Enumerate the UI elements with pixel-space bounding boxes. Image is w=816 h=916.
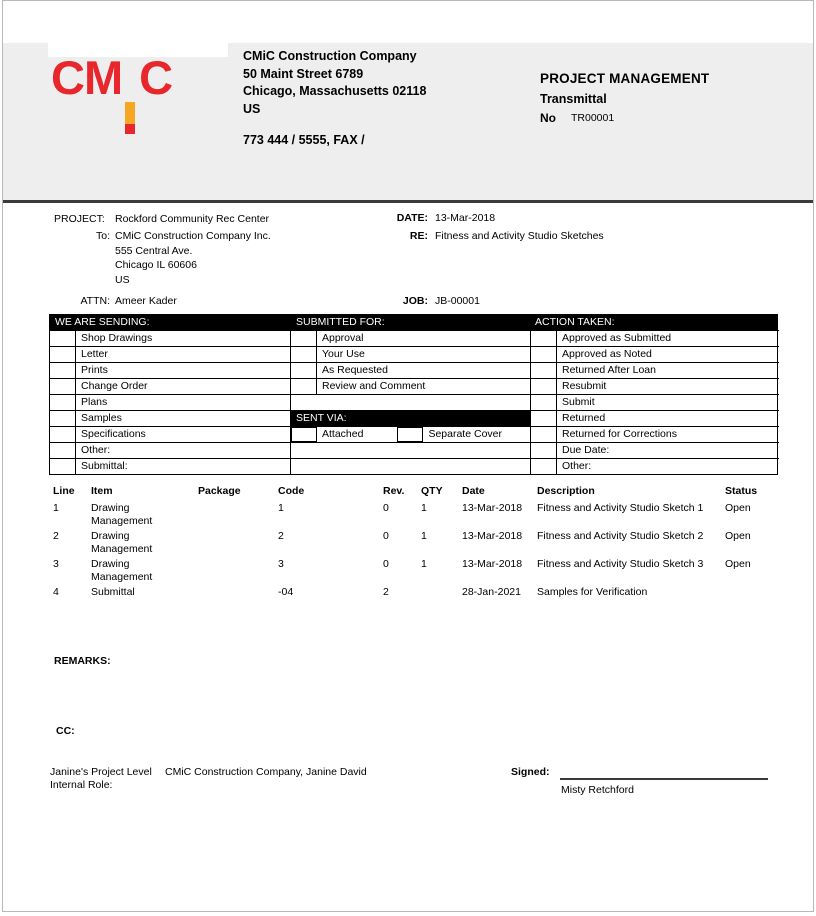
checkbox-approved-as-noted[interactable]: [531, 347, 557, 362]
attn-value: Ameer Kader: [115, 295, 177, 307]
action-row: [531, 378, 779, 394]
sending-row: [50, 410, 290, 426]
sending-row: [50, 378, 290, 394]
checkbox-letter[interactable]: [50, 347, 76, 362]
col-header-rev: Rev.: [383, 485, 405, 497]
date-label: DATE:: [396, 212, 428, 224]
cell-line: 1: [53, 502, 59, 514]
col-header-line: Line: [53, 485, 75, 497]
company-street: 50 Maint Street 6789: [243, 66, 364, 81]
checkbox-change-order[interactable]: [50, 379, 76, 394]
sending-row: [50, 426, 290, 442]
cell-qty: 1: [421, 530, 427, 542]
sent-via-options-row: [291, 426, 530, 442]
cell-description: Fitness and Activity Studio Sketch 3: [537, 558, 704, 570]
grid-body-row: [50, 378, 777, 394]
remarks-label: REMARKS:: [54, 655, 111, 667]
col-header-date: Date: [462, 485, 485, 497]
action-row: [531, 458, 779, 474]
project-value: Rockford Community Rec Center: [115, 213, 270, 225]
cc-label: CC:: [56, 725, 75, 737]
submitted-label: Review and Comment: [322, 380, 426, 392]
checkbox-due-date[interactable]: [531, 443, 557, 458]
sent-via-separate-label: Separate Cover: [428, 428, 502, 440]
checkbox-prints[interactable]: [50, 363, 76, 378]
sending-label: Prints: [81, 364, 108, 376]
action-label: Resubmit: [562, 380, 607, 392]
action-label: Other:: [562, 460, 592, 472]
internal-role-label: Janine's Project Level Internal Role:: [50, 766, 152, 791]
cell-item: Drawing Management: [91, 502, 153, 527]
sending-label: Plans: [81, 396, 108, 408]
action-label: Returned After Loan: [562, 364, 656, 376]
action-row: [531, 394, 779, 410]
transmittal-document-page: [2, 0, 814, 912]
checkbox-returned-after-loan[interactable]: [531, 363, 557, 378]
col-header-code: Code: [278, 485, 305, 497]
checkbox-your-use[interactable]: [291, 347, 317, 362]
line-items-header-row: [49, 485, 779, 502]
cell-date: 13-Mar-2018: [462, 530, 523, 542]
document-subtype-title: Transmittal: [540, 92, 607, 106]
company-name: CMiC Construction Company: [243, 49, 417, 63]
action-label: Submit: [562, 396, 595, 408]
signed-label: Signed:: [511, 766, 550, 778]
sending-row: [50, 394, 290, 410]
action-row: [531, 362, 779, 378]
checkbox-approved-as-submitted[interactable]: [531, 331, 557, 346]
grid-body-row: [50, 442, 777, 458]
cell-code: -04: [278, 586, 294, 598]
cell-code: 1: [278, 502, 284, 514]
submitted-row: [291, 330, 530, 346]
submitted-label: Approval: [322, 332, 364, 344]
to-line-3: Chicago IL 60606: [115, 259, 197, 271]
grid-body-row: [50, 410, 777, 426]
checkbox-other[interactable]: [50, 443, 76, 458]
submitted-for-header: SUBMITTED FOR:: [290, 315, 529, 330]
attn-label: ATTN:: [80, 295, 110, 307]
document-number-value: TR00001: [571, 112, 615, 124]
cell-rev: 0: [383, 558, 389, 570]
we-are-sending-header: WE ARE SENDING:: [50, 315, 290, 330]
company-country: US: [243, 101, 261, 116]
company-address-block: [243, 48, 533, 150]
grid-body-row: [50, 330, 777, 346]
checkbox-attached[interactable]: [291, 427, 317, 442]
sending-row: [50, 346, 290, 362]
submitted-label: Your Use: [322, 348, 365, 360]
cell-line: 3: [53, 558, 59, 570]
cell-item: Submittal: [91, 586, 135, 598]
cell-rev: 2: [383, 586, 389, 598]
action-label: Approved as Submitted: [562, 332, 672, 344]
sending-row: [50, 458, 290, 474]
cell-qty: 1: [421, 502, 427, 514]
date-value: 13-Mar-2018: [435, 212, 496, 224]
grid-body-row: [50, 394, 777, 410]
checkbox-review-and-comment[interactable]: [291, 379, 317, 394]
submitted-row: [291, 346, 530, 362]
cell-status: Open: [725, 558, 751, 570]
grid-header-row: [50, 315, 777, 330]
sending-label: Other:: [81, 444, 111, 456]
re-label: RE:: [409, 230, 428, 242]
checkbox-specifications[interactable]: [50, 427, 76, 442]
checkbox-resubmit[interactable]: [531, 379, 557, 394]
sending-label: Specifications: [81, 428, 146, 440]
to-line-4: US: [115, 273, 130, 286]
cell-date: 28-Jan-2021: [462, 586, 521, 598]
checkbox-separate-cover[interactable]: [397, 427, 423, 442]
company-city: Chicago, Massachusetts 02118: [243, 84, 427, 98]
sent-via-header: SENT VIA:: [291, 410, 530, 426]
header-divider-rule: [3, 200, 813, 203]
checkbox-returned-for-corrections[interactable]: [531, 427, 557, 442]
col-header-qty: QTY: [421, 485, 443, 497]
sending-row: [50, 362, 290, 378]
cell-line: 4: [53, 586, 59, 598]
line-items-table: [49, 485, 779, 614]
logo-backdrop: [48, 1, 228, 57]
action-row: [531, 442, 779, 458]
job-label: JOB:: [402, 295, 428, 307]
action-row: [531, 426, 779, 442]
company-phone: 773 444 / 5555, FAX /: [243, 133, 365, 147]
logo-text-c: C: [139, 51, 173, 104]
checkbox-shop-drawings[interactable]: [50, 331, 76, 346]
project-label: PROJECT:: [54, 213, 105, 225]
cell-status: Open: [725, 502, 751, 514]
grid-body-row: [50, 346, 777, 362]
col-header-item: Item: [91, 485, 113, 497]
sending-row: [50, 442, 290, 458]
to-address-block: [115, 229, 271, 287]
to-line-1: CMiC Construction Company Inc.: [115, 230, 271, 242]
cell-qty: 1: [421, 558, 427, 570]
sent-via-attached-label: Attached: [322, 428, 364, 440]
checkbox-approval[interactable]: [291, 331, 317, 346]
action-label: Returned: [562, 412, 606, 424]
cell-code: 2: [278, 530, 284, 542]
cell-description: Fitness and Activity Studio Sketch 1: [537, 502, 704, 514]
checkbox-plans[interactable]: [50, 395, 76, 410]
action-taken-header: ACTION TAKEN:: [529, 315, 777, 330]
sending-row: [50, 330, 290, 346]
logo-text-cm: CM: [51, 51, 123, 104]
checkbox-submit[interactable]: [531, 395, 557, 410]
checkbox-returned[interactable]: [531, 411, 557, 426]
cell-rev: 0: [383, 502, 389, 514]
grid-body-row: [50, 458, 777, 474]
action-row: [531, 410, 779, 426]
sending-label: Shop Drawings: [81, 332, 153, 344]
signature-line[interactable]: [560, 778, 768, 780]
cell-line: 2: [53, 530, 59, 542]
cmic-logo: [51, 51, 231, 104]
sending-label: Letter: [81, 348, 108, 360]
cell-code: 3: [278, 558, 284, 570]
table-row[interactable]: [49, 558, 779, 586]
sending-label: Submittal:: [81, 460, 128, 472]
re-value: Fitness and Activity Studio Sketches: [435, 230, 604, 242]
sending-label: Change Order: [81, 380, 148, 392]
col-header-description: Description: [537, 485, 595, 497]
job-value: JB-00001: [435, 295, 480, 307]
col-header-status: Status: [725, 485, 758, 497]
cell-item: Drawing Management: [91, 530, 153, 555]
cell-rev: 0: [383, 530, 389, 542]
cell-status: Open: [725, 530, 751, 542]
action-label: Due Date:: [562, 444, 610, 456]
cell-date: 13-Mar-2018: [462, 558, 523, 570]
cell-description: Fitness and Activity Studio Sketch 2: [537, 530, 704, 542]
checkbox-as-requested[interactable]: [291, 363, 317, 378]
checkbox-samples[interactable]: [50, 411, 76, 426]
cell-item: Drawing Management: [91, 558, 153, 583]
action-label: Returned for Corrections: [562, 428, 677, 440]
table-row[interactable]: [49, 586, 779, 614]
table-row[interactable]: [49, 502, 779, 530]
sending-label: Samples: [81, 412, 122, 424]
document-type-title: PROJECT MANAGEMENT: [540, 71, 710, 86]
submitted-spacer-row: [291, 442, 530, 458]
action-row: [531, 346, 779, 362]
checkbox-action-other[interactable]: [531, 459, 557, 474]
cell-description: Samples for Verification: [537, 586, 648, 598]
document-number-label: No: [540, 111, 556, 125]
table-row[interactable]: [49, 530, 779, 558]
internal-role-value: CMiC Construction Company, Janine David: [165, 766, 367, 778]
action-label: Approved as Noted: [562, 348, 652, 360]
grid-body-row: [50, 426, 777, 442]
checkbox-submittal[interactable]: [50, 459, 76, 474]
cell-date: 13-Mar-2018: [462, 502, 523, 514]
submitted-label: As Requested: [322, 364, 388, 376]
submitted-spacer-row: [291, 458, 530, 474]
to-line-2: 555 Central Ave.: [115, 244, 193, 257]
grid-body-row: [50, 362, 777, 378]
submitted-spacer-row: [291, 394, 530, 410]
submitted-row: [291, 378, 530, 394]
transmittal-checkbox-grid: [49, 314, 778, 475]
action-row: [531, 330, 779, 346]
submitted-row: [291, 362, 530, 378]
to-label: To:: [95, 230, 110, 242]
col-header-package: Package: [198, 485, 241, 497]
signed-name: Misty Retchford: [561, 784, 634, 796]
